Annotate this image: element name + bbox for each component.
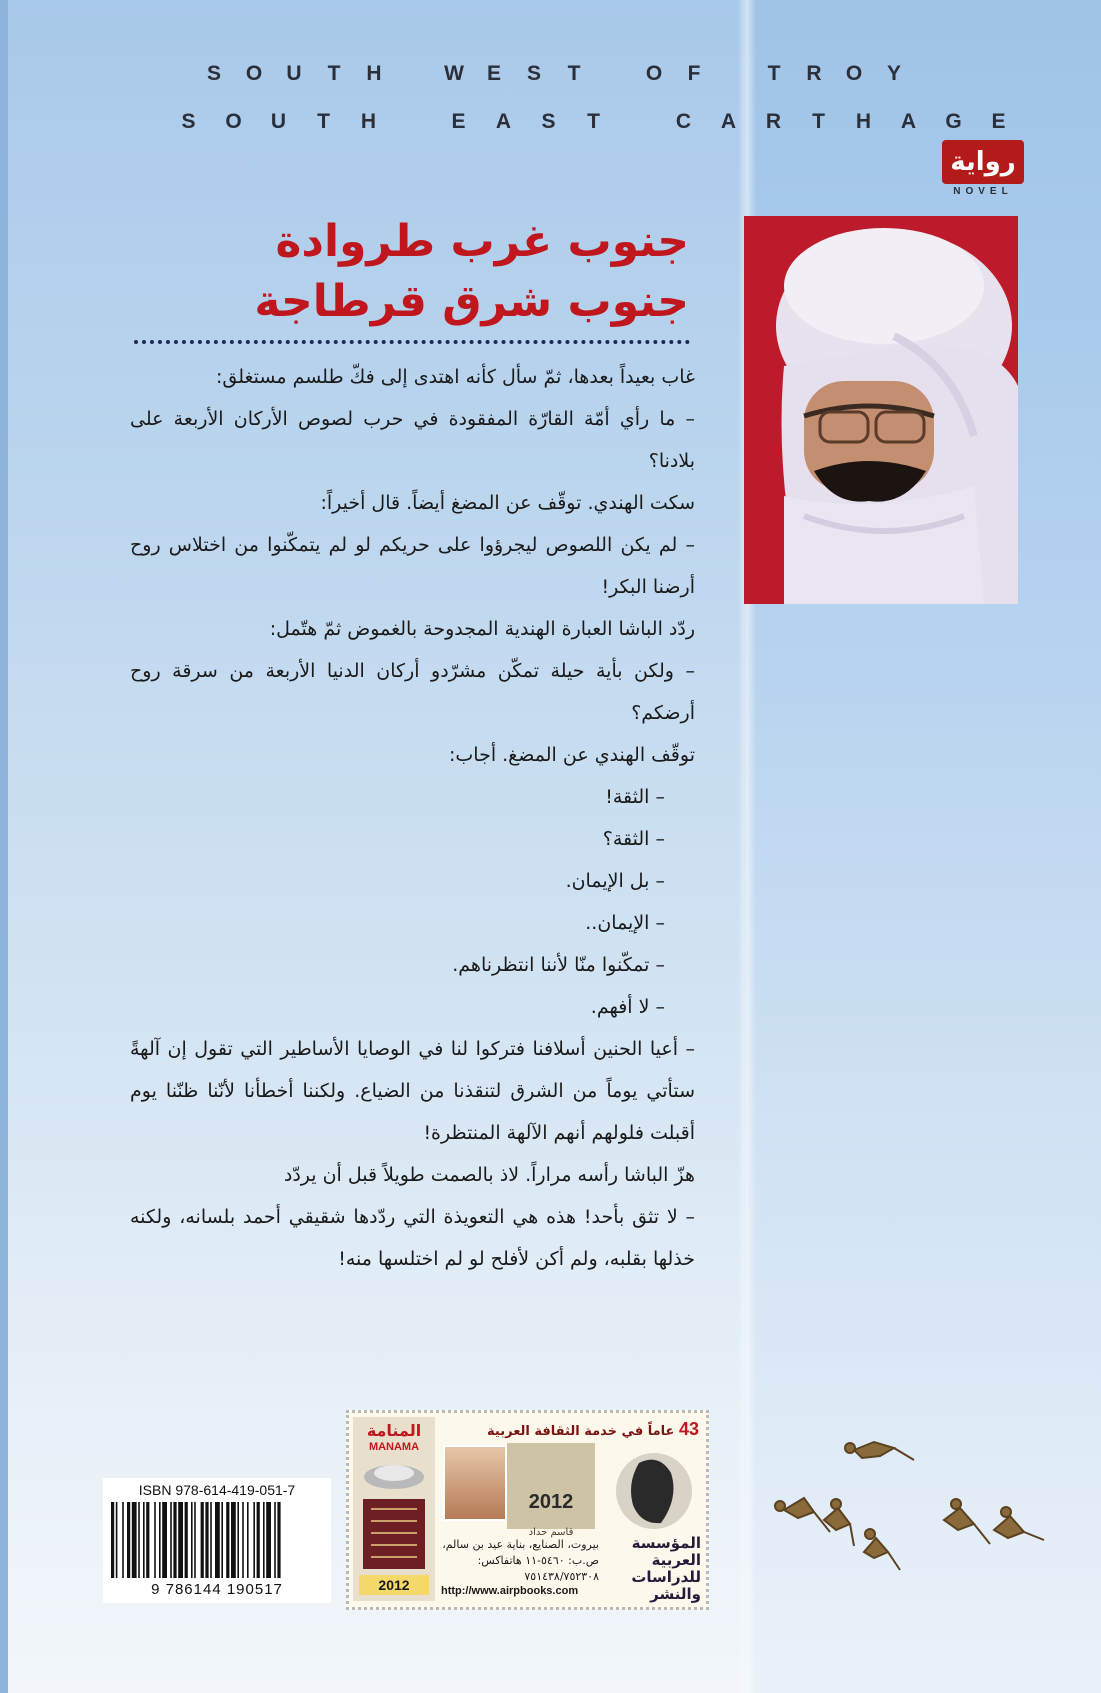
title-letter: U (270, 110, 287, 133)
stamp-publisher-line: العربية (651, 1551, 701, 1569)
stamp-url: http://www.airpbooks.com (441, 1585, 579, 1597)
stamp-address: بيروت، الصنايع، بناية عيد بن سالم، ص.ب: ٥٤٦٠-١١ هاتفاكس: ٧٥١٤٣٨/٧٥٢٣٠٨ (442, 1538, 599, 1583)
excerpt-paragraph: – أعيا الحنين أسلافنا فتركوا لنا في الوصايا الأساطير التي تقول إن آلهةً ستأتي يوماً من الشرق لتنقذنا من الضياع. ولكننا أخطأنا لأنّنا ظنّنا يوم أقبلت فلولهم أنهم الآلهة المنتظرة! (130, 1038, 695, 1144)
isbn-digits: 9 786144 190517 (151, 1581, 283, 1598)
title-letter (594, 62, 634, 86)
author-photo (744, 216, 1018, 604)
title-letter: H (855, 110, 872, 133)
title-letter: F (687, 62, 701, 85)
excerpt-paragraph: – الإيمان.. (585, 912, 665, 934)
isbn-label: ISBN 978-614-419-051-7 (138, 1482, 296, 1498)
excerpt-paragraph: – ولكن بأية حيلة تمكّن مشرّدو أركان الدنيا الأربعة من سرقة روح أرضكم؟ (130, 660, 695, 724)
dotted-divider (134, 340, 690, 344)
english-title-line-2 (166, 110, 1021, 134)
title-letter: A (495, 110, 512, 133)
title-letter (616, 110, 661, 134)
turbaned-man-image (744, 216, 1018, 604)
stamp-portrait (443, 1445, 507, 1521)
stamp-header-text: عاماً في خدمة الثقافة العربية (487, 1424, 675, 1439)
title-letter: C (675, 110, 692, 133)
stamp-centerpiece (507, 1443, 595, 1529)
stamp-person-name: قاسم حداد (528, 1527, 574, 1538)
title-letter: R (765, 110, 782, 133)
title-letter: H (360, 110, 377, 133)
novel-excerpt (130, 356, 695, 1280)
title-letter: A (720, 110, 737, 133)
title-letter: T (567, 62, 581, 85)
isbn-barcode (103, 1478, 331, 1603)
excerpt-paragraph: – لم يكن اللصوص ليجرؤوا على حريكم لو لم يتمكّنوا من اختلاس روح أرضنا البكر! (130, 534, 695, 598)
stamp-center-year: 2012 (528, 1491, 574, 1513)
excerpt-paragraph: – تمكّنوا منّا لأننا انتظرناهم. (452, 954, 665, 976)
title-letter: W (444, 62, 464, 85)
title-letter: T (587, 110, 600, 133)
title-letter (394, 62, 434, 86)
arabic-title-line-1: جنوب غرب طروادة (275, 216, 689, 267)
stamp-publisher-line: للدراسات (631, 1568, 701, 1586)
logo-mark: رواية (942, 140, 1024, 184)
excerpt-paragraph: – ما رأي أمّة القارّة المفقودة في حرب لصوص الأركان الأربعة على بلادنا؟ (130, 408, 695, 472)
stamp-publisher-line: المؤسسة (631, 1534, 701, 1552)
title-letter: G (945, 110, 962, 133)
excerpt-paragraph: – لا أفهم. (590, 996, 665, 1018)
pearl-emblem (353, 1455, 435, 1575)
excerpt-paragraph: – الثقة؟ (602, 828, 665, 850)
title-letter: O (245, 62, 263, 85)
publisher-logo (942, 140, 1024, 202)
title-letter: R (806, 62, 822, 85)
title-letter: S (526, 62, 541, 85)
title-letter: U (286, 62, 302, 85)
excerpt-paragraph: سكت الهندي. توقّف عن المضغ أيضاً. قال أخيراً: (320, 492, 695, 514)
title-letter: O (225, 110, 242, 133)
excerpt-paragraph: غاب بعيداً بعدها، ثمّ سأل كأنه اهتدى إلى فكّ طلسم مستغلق: (215, 366, 695, 388)
title-letter: S (541, 110, 556, 133)
excerpt-paragraph: – الثقة! (605, 786, 665, 808)
dancers-illustration (754, 1420, 1084, 1610)
stamp-publisher-line: والنشر (650, 1585, 701, 1603)
title-letter: O (845, 62, 863, 85)
title-letter: S (206, 62, 221, 85)
excerpt-paragraph: هزّ الباشا رأسه مراراً. لاذ بالصمت طويلاً قبل أن يردّد (283, 1164, 695, 1186)
logo-subtitle: NOVEL (953, 186, 1013, 197)
stamp-city-arabic: المنامة (366, 1421, 422, 1440)
title-letter: E (486, 62, 501, 85)
left-edge-strip (0, 0, 8, 1693)
stamp-left-panel (353, 1417, 435, 1601)
english-title-line-1 (194, 62, 914, 86)
stamp-years-number: 43 (678, 1419, 699, 1439)
title-letter: S (181, 110, 196, 133)
title-letter: E (451, 110, 466, 133)
stamp-year-badge: 2012 (359, 1575, 429, 1595)
stamp-city-english: MANAMA (368, 1441, 420, 1453)
title-letter: O (645, 62, 663, 85)
excerpt-paragraph: – لا تثق بأحد! هذه هي التعويذة التي ردّدها شقيقي أحمد بلسانه، ولكنه خذلها بقلبه، ولم أكن لأفلح لو لم اختلسها منه! (130, 1206, 695, 1270)
publisher-stamp (346, 1410, 709, 1610)
title-letter (714, 62, 754, 86)
title-letter: H (366, 62, 382, 85)
title-letter: T (327, 62, 341, 85)
stamp-header (441, 1417, 699, 1441)
stamp-figure-emblem (599, 1443, 699, 1533)
title-letter: A (900, 110, 917, 133)
title-letter: T (317, 110, 330, 133)
title-letter: Y (886, 62, 901, 85)
stamp-publisher (607, 1535, 701, 1603)
title-letter: T (767, 62, 781, 85)
excerpt-paragraph: توقّف الهندي عن المضغ. أجاب: (449, 744, 695, 766)
arabic-title-line-2: جنوب شرق قرطاجة (254, 276, 689, 327)
title-letter: E (991, 110, 1006, 133)
excerpt-paragraph: – بل الإيمان. (565, 870, 665, 892)
title-letter (391, 110, 436, 134)
excerpt-paragraph: ردّد الباشا العبارة الهندية المجدوحة بالغموض ثمّ هتّمل: (269, 618, 695, 640)
title-letter: T (812, 110, 825, 133)
